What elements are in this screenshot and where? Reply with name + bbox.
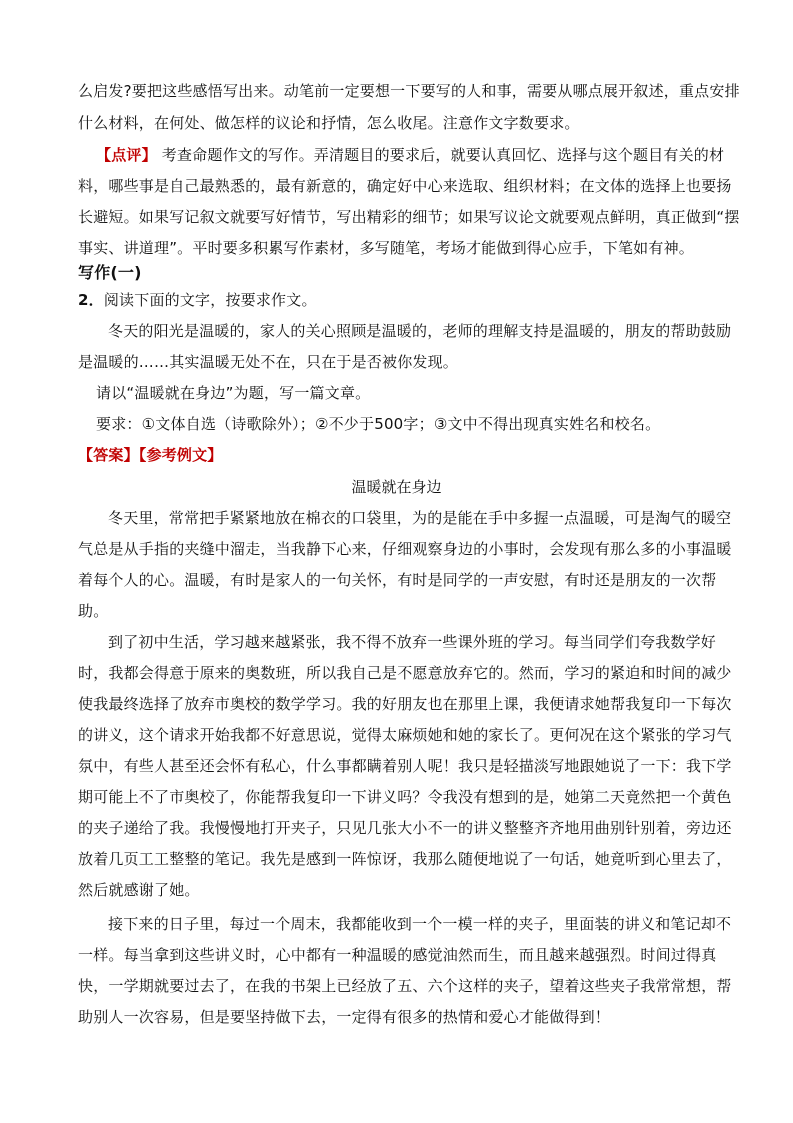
instruction-line: 请以“温暖就在身边”为题，写一篇文章。 bbox=[96, 384, 371, 402]
essay-line: 氛中，有些人甚至还会怀有私心，什么事都瞒着别人呢！我只是轻描淡写地跟她说了一下：我下学 bbox=[78, 757, 732, 775]
question-text: 阅读下面的文字，按要求作文。 bbox=[103, 291, 317, 309]
essay-line: 期可能上不了市奥校了，你能帮我复印一下讲义吗？令我没有想到的是，她第二天竟然把一个黄色 bbox=[78, 788, 732, 806]
comment-tag: 【点评】 bbox=[96, 146, 157, 164]
essay-line: 助别人一次容易，但是要坚持做下去，一定得有很多的热情和爱心才能做得到！ bbox=[78, 1008, 611, 1026]
intro-line: 什么材料，在何处、做怎样的议论和抒情，怎么收尾。注意作文字数要求。 bbox=[78, 114, 580, 132]
essay-line: 时，我都会得意于原来的奥数班，所以我自己是不愿意放弃它的。然而，学习的紧迫和时间的减少 bbox=[78, 664, 732, 682]
essay-line: 助。 bbox=[78, 602, 109, 620]
essay-line: 然后就感谢了她。 bbox=[78, 881, 200, 899]
essay-line: 气总是从手指的夹缝中溜走，当我静下心来，仔细观察身边的小事时，会发现有那么多的小事温暖 bbox=[78, 540, 732, 558]
essay-line: 到了初中生活，学习越来越紧张，我不得不放弃一些课外班的学习。每当同学们夸我数学好 bbox=[108, 633, 717, 651]
essay-line: 的夹子递给了我。我慢慢地打开夹子，只见几张大小不一的讲义整整齐齐地用曲别针别着，旁边还 bbox=[78, 819, 732, 837]
essay-line: 的讲义，这个请求开始我都不好意思说，觉得太麻烦她和她的家长了。更何况在这个紧张的学习气 bbox=[78, 726, 732, 744]
essay-line: 接下来的日子里，每过一个周末，我都能收到一个一模一样的夹子，里面装的讲义和笔记却不 bbox=[108, 915, 732, 933]
comment-text: 考查命题作文的写作。弄清题目的要求后，就要认真回忆、选择与这个题目有关的材 bbox=[156, 146, 725, 164]
intro-line: 么启发?要把这些感悟写出来。动笔前一定要想一下要写的人和事，需要从哪点展开叙述，重点安排 bbox=[78, 82, 740, 100]
essay-line: 冬天里，常常把手紧紧地放在棉衣的口袋里，为的是能在手中多握一点温暖，可是淘气的暖空 bbox=[108, 509, 732, 527]
question-number: 2． bbox=[78, 291, 104, 309]
question-line bbox=[78, 290, 718, 310]
requirement-line: 要求：①文体自选（诗歌除外）；②不少于500字；③文中不得出现真实姓名和校名。 bbox=[96, 415, 661, 433]
essay-line: 放着几页工工整整的笔记。我先是感到一阵惊讶，我那么随便地说了一句话，她竟听到心里去了， bbox=[78, 850, 732, 868]
comment-line bbox=[96, 145, 736, 165]
essay-title: 温暖就在身边 bbox=[351, 478, 442, 496]
comment-line: 事实、讲道理”。平时要多积累写作素材，多写随笔，考场才能做到得心应手，下笔如有神。 bbox=[78, 239, 694, 257]
answer-tag: 【答案】【参考例文】 bbox=[78, 446, 223, 464]
essay-line: 一样。每当拿到这些讲义时，心中都有一种温暖的感觉油然而生，而且越来越强烈。时间过得真 bbox=[78, 946, 717, 964]
essay-line: 快，一学期就要过去了，在我的书架上已经放了五、六个这样的夹子，望着这些夹子我常常想，帮 bbox=[78, 977, 732, 995]
comment-line: 料，哪些事是自己最熟悉的，最有新意的，确定好中心来选取、组织材料；在文体的选择上也要扬 bbox=[78, 177, 732, 195]
passage-line: 冬天的阳光是温暖的，家人的关心照顾是温暖的，老师的理解支持是温暖的，朋友的帮助鼓励 bbox=[108, 322, 732, 340]
section-heading: 写作(一) bbox=[78, 263, 142, 282]
essay-line: 着每个人的心。温暖，有时是家人的一句关怀，有时是同学的一声安慰，有时还是朋友的一次帮 bbox=[78, 571, 717, 589]
essay-line: 使我最终选择了放弃市奥校的数学学习。我的好朋友也在那里上课，我便请求她帮我复印一下每次 bbox=[78, 695, 732, 713]
passage-line: 是温暖的……其实温暖无处不在，只在于是否被你发现。 bbox=[78, 353, 459, 371]
comment-line: 长避短。如果写记叙文就要写好情节，写出精彩的细节；如果写议论文就要观点鲜明，真正做到“摆 bbox=[78, 208, 740, 226]
